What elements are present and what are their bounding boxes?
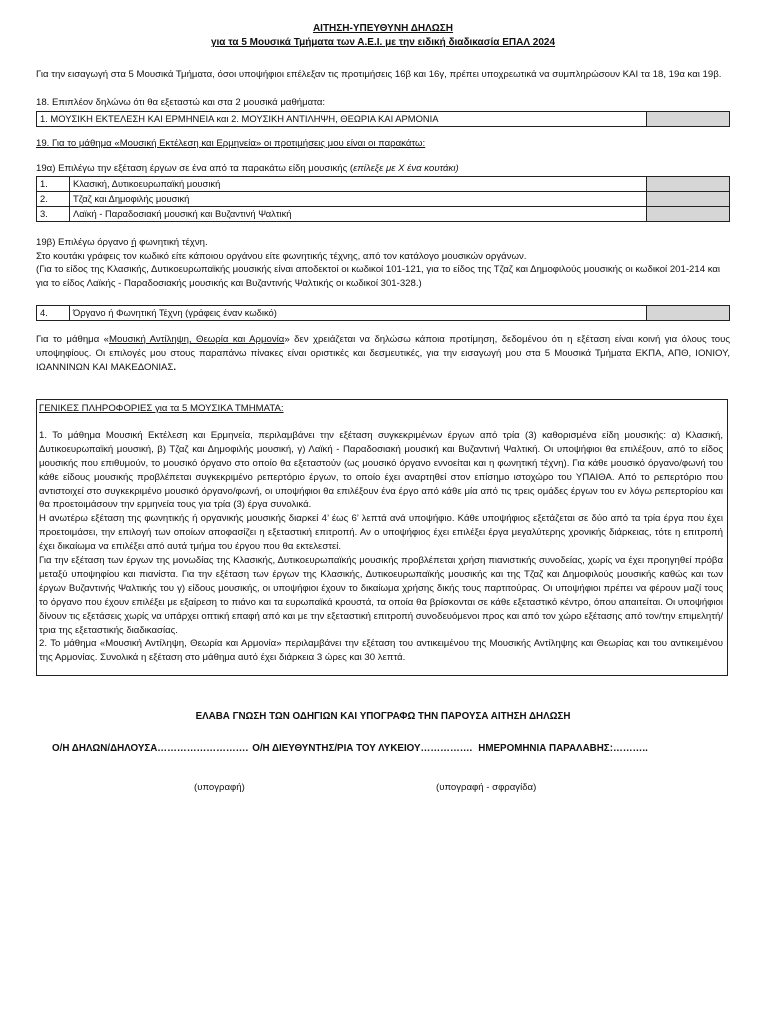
title-line-2: για τα 5 Μουσικά Τμήματα των Α.Ε.Ι. με την ειδική διαδικασία ΕΠΑΛ 2024	[210, 37, 556, 48]
note-text	[36, 333, 730, 375]
note-dot: .	[173, 362, 177, 374]
q19a-row-1-text: Κλασική, Δυτικοευρωπαϊκή μουσική	[70, 176, 647, 191]
q19a-row-2-text: Τζαζ και Δημοφιλής μουσική	[70, 191, 647, 206]
signature-fields	[36, 742, 730, 756]
q19a-hint: επίλεξε με Χ ένα κουτάκι)	[353, 162, 459, 174]
info-heading: ΓΕΝΙΚΕΣ ΠΛΗΡΟΦΟΡΙΕΣ για τα 5 ΜΟΥΣΙΚΑ ΤΜΗΜΑΤΑ:	[39, 402, 284, 414]
q19a-row-1-num: 1.	[37, 176, 70, 191]
intro-text: Για την εισαγωγή στα 5 Μουσικά Τμήματα, όσοι υποψήφιοι επέλεξαν τις προτιμήσεις 16β και 16γ, πρέπει υποχρεωτικά να συμπληρώσουν ΚΑΙ τα 18, 19α και 19β.	[36, 69, 722, 80]
q19b-codes: (Για το είδος της Κλασικής, Δυτικοευρωπαϊκής μουσικής είναι αποδεκτοί οι κωδικοί 101-121, για το είδος της Τζαζ και Δημοφιλούς μουσικής οι κωδικοί 201-214 και για το είδος Λαϊκής - Παραδοσιακής μουσικής και Βυζαντινής Ψαλτικής οι κωδικοί 301-328.)	[36, 264, 721, 290]
q19a-row-3-checkbox[interactable]	[647, 206, 730, 221]
q19b-row-num: 4.	[37, 306, 70, 321]
q19b-label-post: φωνητική τέχνη.	[136, 236, 208, 248]
info-paragraph-4: 2. Το μάθημα «Μουσική Αντίληψη, Θεωρία και Αρμονία» περιλαμβάνει την εξέταση του αντικειμένου της Μουσικής Αντίληψης και Θεωρίας και του αντικειμένου της Αρμονίας. Συνολικά η εξέταση στο μάθημα αυτό έχει διάρκεια 3 ώρες και 30 λεπτά.	[39, 638, 723, 664]
q18-row-text: 1. ΜΟΥΣΙΚΗ ΕΚΤΕΛΕΣΗ ΚΑΙ ΕΡΜΗΝΕΙΑ και 2. ΜΟΥΣΙΚΗ ΑΝΤΙΛΗΨΗ, ΘΕΩΡΙΑ ΚΑΙ ΑΡΜΟΝΙΑ	[37, 111, 647, 126]
form-title	[36, 22, 730, 50]
q18-table	[36, 111, 730, 127]
note-post: » δεν χρειάζεται να δηλώσω κάποια προτίμηση, δεδομένου ότι η εξέταση είναι κοινή για όλους τους υποψηφίους. Οι επιλογές μου στους παραπάνω πίνακες είναι οριστικές και δεσμευτικές, για την εισαγωγή μου στα 5 Μουσικά Τμήματα ΕΚΠΑ, ΑΠΘ, ΙΟΝΙΟΥ, ΙΩΑΝΝΙΝΩΝ ΚΑΙ ΜΑΚΕΔΟΝΙΑΣ	[36, 334, 730, 374]
title-line-1: ΑΙΤΗΣΗ-ΥΠΕΥΘΥΝΗ ΔΗΛΩΣΗ	[312, 23, 454, 34]
q19b-row-text: Όργανο ή Φωνητική Τέχνη (γράφεις έναν κωδικό)	[70, 306, 647, 321]
q19a-row-2-checkbox[interactable]	[647, 191, 730, 206]
q19b-row	[37, 306, 730, 321]
receipt-date-field[interactable]: ΗΜΕΡΟΜΗΝΙΑ ΠΑΡΑΛΑΒΗΣ:………..	[478, 743, 648, 755]
info-paragraph-3: Για την εξέταση των έργων της μονωδίας της Κλασικής, Δυτικοευρωπαϊκής μουσικής προβλέπεται χρήση πιανιστικής συνοδείας, χωρίς να έχει προηγηθεί πρόβα μεταξύ υποψηφίου και πιανίστα. Για την εξέταση των έργων της Κλασικής, Δυτικοευρωπαϊκής μουσικής και της Τζαζ και Δημοφιλούς μουσικής καθώς και των έργων Βυζαντινής Ψαλτικής του γ) είδους μουσικής, οι υποψήφιοι έχουν το δικαίωμα χρήσης δικής τους παρτιτούρας. Οι υποψήφιοι πρέπει να φέρουν μαζί τους το όργανο που έχουν επιλέξει με εξαίρεση το πιάνο και τα ευρωπαϊκά κρουστά, τα οποία θα βρίσκονται σε κάθε εξεταστικό κέντρο, όπου απαιτείται. Οι υποψήφιοι δίνουν τις εξετάσεις χωρίς να υπάρχει οπτική επαφή από και με την εξεταστική επιτροπή συνοδευόμενοι προς και από τον χώρο εξέτασης από τον/την επιμελητή/τρια της εξεταστικής διαδικασίας.	[39, 555, 723, 636]
q19a-row-3-text: Λαϊκή - Παραδοσιακή μουσική και Βυζαντινή Ψαλτική	[70, 206, 647, 221]
info-paragraph-2: Η ανωτέρω εξέταση της φωνητικής ή οργανικής μουσικής διαρκεί 4’ έως 6’ λεπτά ανά υποψήφιο. Κάθε υποψήφιος εξετάζεται σε δύο από τα τρία έργα που έχει προετοιμάσει, την επιλογή των οποίων αποφασίζει η εξεταστική επιτροπή. Αν ο υποψήφιος έχει επιλέξει έργα μεγαλύτερης χρονικής διάρκειας, τότε η επιτροπή έχει δικαίωμα να επιλέξει από αυτά τμήμα του έργου που θα εκτελεστεί.	[39, 513, 723, 553]
acknowledgement: ΕΛΑΒΑ ΓΝΩΣΗ ΤΩΝ ΟΔΗΓΙΩΝ ΚΑΙ ΥΠΟΓΡΑΦΩ ΤΗΝ ΠΑΡΟΥΣΑ ΑΙΤΗΣΗ ΔΗΛΩΣΗ	[195, 711, 571, 723]
signature-captions	[36, 781, 730, 801]
signature-caption-right: (υπογραφή - σφραγίδα)	[436, 781, 537, 793]
q19a-row-3-num: 3.	[37, 206, 70, 221]
q19a-label	[36, 162, 730, 176]
q19a-row-2	[37, 191, 730, 206]
q19b-label-or: ή	[131, 236, 137, 248]
info-paragraph-1: 1. Το μάθημα Μουσική Εκτέλεση και Ερμηνεία, περιλαμβάνει την εξέταση συγκεκριμένων έργων από τρία (3) καθορισμένα είδη μουσικής: α) Κλασική, Δυτικοευρωπαϊκή μουσική, β) Τζαζ και Δημοφιλής μουσική, γ) Λαϊκή - Παραδοσιακή μουσική και Βυζαντινή Ψαλτική. Οι υποψήφιοι θα επιλέξουν, από το είδος μουσικής που επιθυμούν, το μουσικό όργανο στο οποίο θα εξεταστούν (ως μουσικό όργανο εννοείται και η φωνητική τέχνη). Για κάθε μουσικό όργανο/φωνή του κάθε είδους μουσικής προβλέπεται συγκεκριμένο ρεπερτόριο έργων, το οποίο έχει αναρτηθεί στον επίσημο ιστοχώρο του ΥΠΑΙΘΑ. Από το ρεπερτόριο που αντιστοιχεί στο συγκεκριμένο μουσικό όργανο/φωνή, οι υποψήφιοι θα επιλέξουν ένα έργο από κάθε μία από τις τρεις ομάδες έργων του εν λόγω ρεπερτορίου και θα προετοιμάσουν την ερμηνεία τους για τρία (3) έργα συνολικά.	[39, 429, 723, 511]
note-pre: Για το μάθημα «	[36, 334, 110, 346]
note-course: Μουσική Αντίληψη, Θεωρία και Αρμονία	[109, 334, 285, 346]
q19b-label	[36, 236, 730, 250]
q19a-table	[36, 176, 730, 222]
q18-checkbox-cell[interactable]	[647, 111, 730, 126]
q19a-label-text: 19α) Επιλέγω την εξέταση έργων σε ένα από τα παρακάτω είδη μουσικής (	[36, 162, 354, 174]
q19-label: 19. Για το μάθημα «Μουσική Εκτέλεση και Ερμηνεία» οι προτιμήσεις μου είναι οι παρακάτω:	[36, 137, 426, 149]
q19b-table	[36, 305, 730, 321]
q19a-row-1-checkbox[interactable]	[647, 176, 730, 191]
q19a-row-1	[37, 176, 730, 191]
declarant-field[interactable]: Ο/Η ΔΗΛΩΝ/ΔΗΛΟΥΣΑ……………………….	[52, 743, 249, 755]
q18-label: 18. Επιπλέον δηλώνω ότι θα εξεταστώ και στα 2 μουσικά μαθήματα:	[36, 96, 326, 108]
q18-row	[37, 111, 730, 126]
signature-caption-left: (υπογραφή)	[194, 781, 245, 793]
form-page	[36, 22, 730, 801]
q19b-instructions: Στο κουτάκι γράφεις τον κωδικό είτε κάποιου οργάνου είτε φωνητικής τέχνης, από τον κατάλογο μουσικών οργάνων.	[36, 250, 527, 262]
q19a-row-3	[37, 206, 730, 221]
principal-field[interactable]: Ο/Η ΔΙΕΥΘΥΝΤΗΣ/ΡΙΑ ΤΟΥ ΛΥΚΕΙΟΥ…………….	[252, 743, 473, 755]
general-info-box	[36, 399, 728, 676]
q19a-row-2-num: 2.	[37, 191, 70, 206]
q19b-label-pre: 19β) Επιλέγω όργανο	[36, 236, 132, 248]
q19b-code-cell[interactable]	[647, 306, 730, 321]
